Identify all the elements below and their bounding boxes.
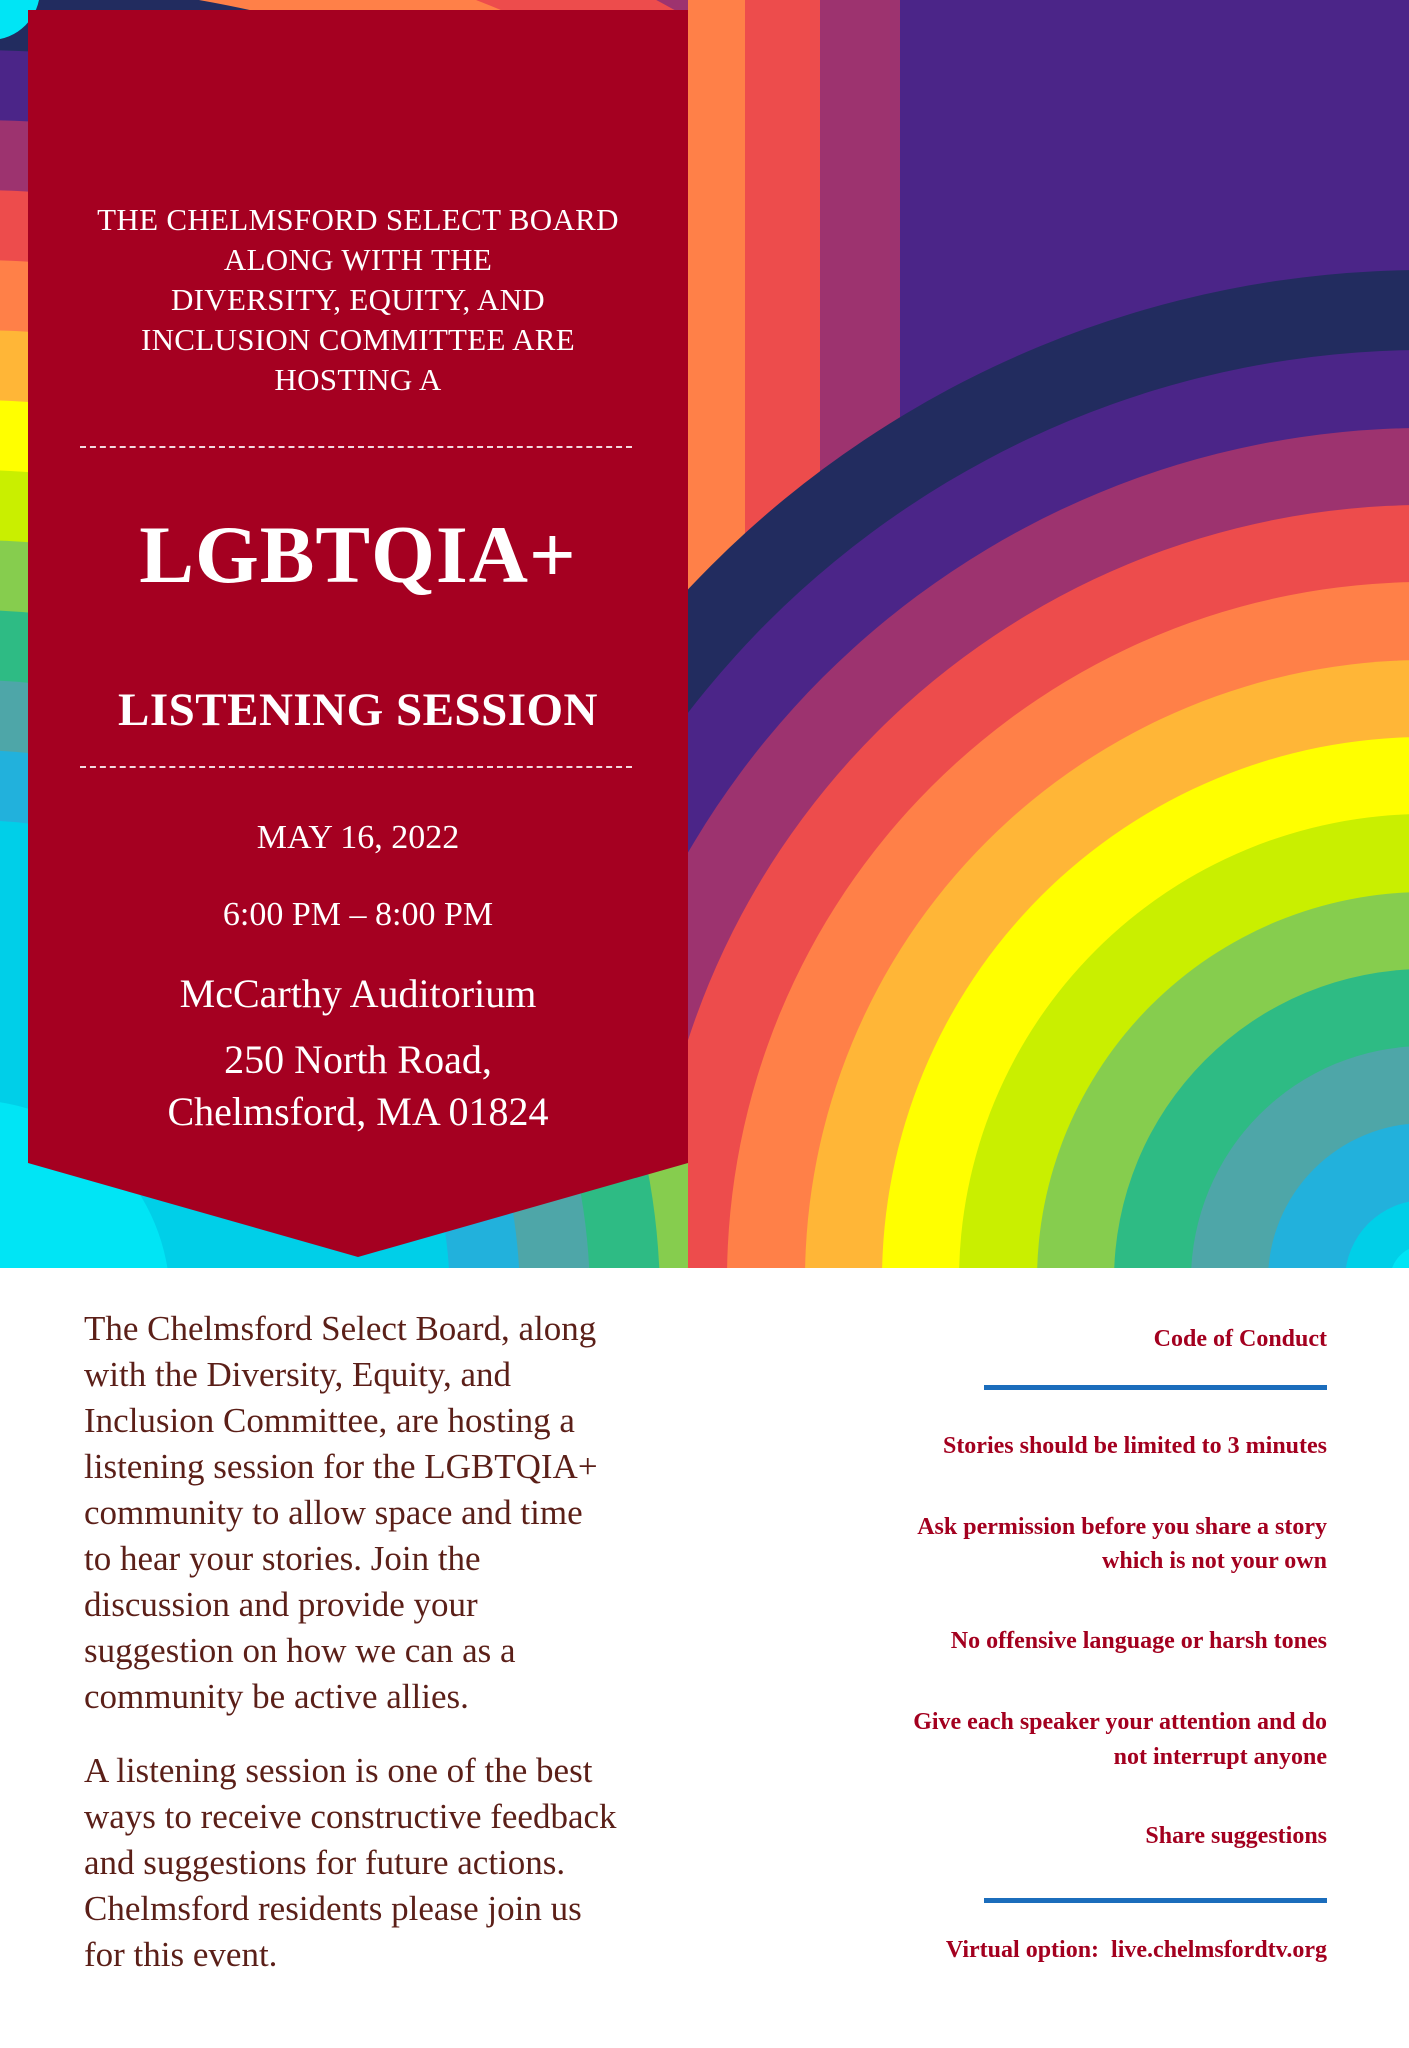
conduct-rule-4-line2: not interrupt anyone — [1113, 1744, 1327, 1770]
description-line: community be active allies. — [84, 1677, 469, 1716]
conduct-rule-2-line2: which is not your own — [1102, 1548, 1327, 1574]
virtual-option-link[interactable]: live.chelmsfordtv.org — [1111, 1937, 1327, 1963]
event-description — [84, 1306, 724, 2006]
description-line: listening session for the LGBTQIA+ — [84, 1447, 598, 1486]
description-line: and suggestions for future actions. — [84, 1843, 566, 1882]
intro-line: HOSTING A — [274, 362, 442, 397]
event-subtitle: LISTENING SESSION — [117, 684, 598, 736]
event-time: 6:00 PM – 8:00 PM — [222, 896, 494, 933]
event-title: LGBTQIA+ — [139, 509, 577, 600]
event-address-line2: Chelmsford, MA 01824 — [167, 1089, 549, 1134]
event-date: MAY 16, 2022 — [256, 819, 460, 856]
description-paragraph-1 — [84, 1306, 724, 1720]
intro-line: INCLUSION COMMITTEE ARE — [141, 322, 575, 357]
description-paragraph-2 — [84, 1748, 724, 1978]
description-line: to hear your stories. Join the — [84, 1539, 481, 1578]
virtual-option-label: Virtual option: — [945, 1937, 1100, 1963]
description-line: Inclusion Committee, are hosting a — [84, 1401, 575, 1440]
virtual-option — [946, 1933, 1327, 1967]
description-line: discussion and provide your — [84, 1585, 478, 1624]
description-line: community to allow space and time — [84, 1493, 583, 1532]
divider-rule-bottom — [984, 1898, 1327, 1903]
hosts-intro — [28, 200, 688, 400]
description-line: The Chelmsford Select Board, along — [84, 1309, 597, 1348]
dashed-divider-bottom — [80, 766, 632, 768]
intro-line: THE CHELMSFORD SELECT BOARD — [97, 202, 619, 237]
description-line: suggestion on how we can as a — [84, 1631, 516, 1670]
conduct-rule-4-line1: Give each speaker your attention and do — [913, 1709, 1327, 1735]
event-address-line1: 250 North Road, — [224, 1037, 492, 1082]
conduct-rule-2-line1: Ask permission before you share a story — [917, 1514, 1327, 1540]
description-line: ways to receive constructive feedback — [84, 1797, 617, 1836]
conduct-rule-5: Share suggestions — [1145, 1823, 1327, 1849]
code-of-conduct — [767, 1322, 1327, 1982]
description-line: A listening session is one of the best — [84, 1751, 593, 1790]
description-line: for this event. — [84, 1935, 278, 1974]
conduct-rule-3: No offensive language or harsh tones — [950, 1628, 1327, 1654]
divider-rule-top — [984, 1385, 1327, 1390]
event-banner — [28, 10, 688, 1257]
intro-line: ALONG WITH THE — [223, 242, 493, 277]
description-line: with the Diversity, Equity, and — [84, 1355, 512, 1394]
dashed-divider-top — [80, 446, 632, 448]
event-venue: McCarthy Auditorium — [179, 971, 537, 1016]
description-line: Chelmsford residents please join us — [84, 1889, 582, 1928]
conduct-rule-1: Stories should be limited to 3 minutes — [942, 1433, 1327, 1459]
intro-line: DIVERSITY, EQUITY, AND — [170, 282, 545, 317]
code-of-conduct-heading: Code of Conduct — [1153, 1326, 1327, 1352]
